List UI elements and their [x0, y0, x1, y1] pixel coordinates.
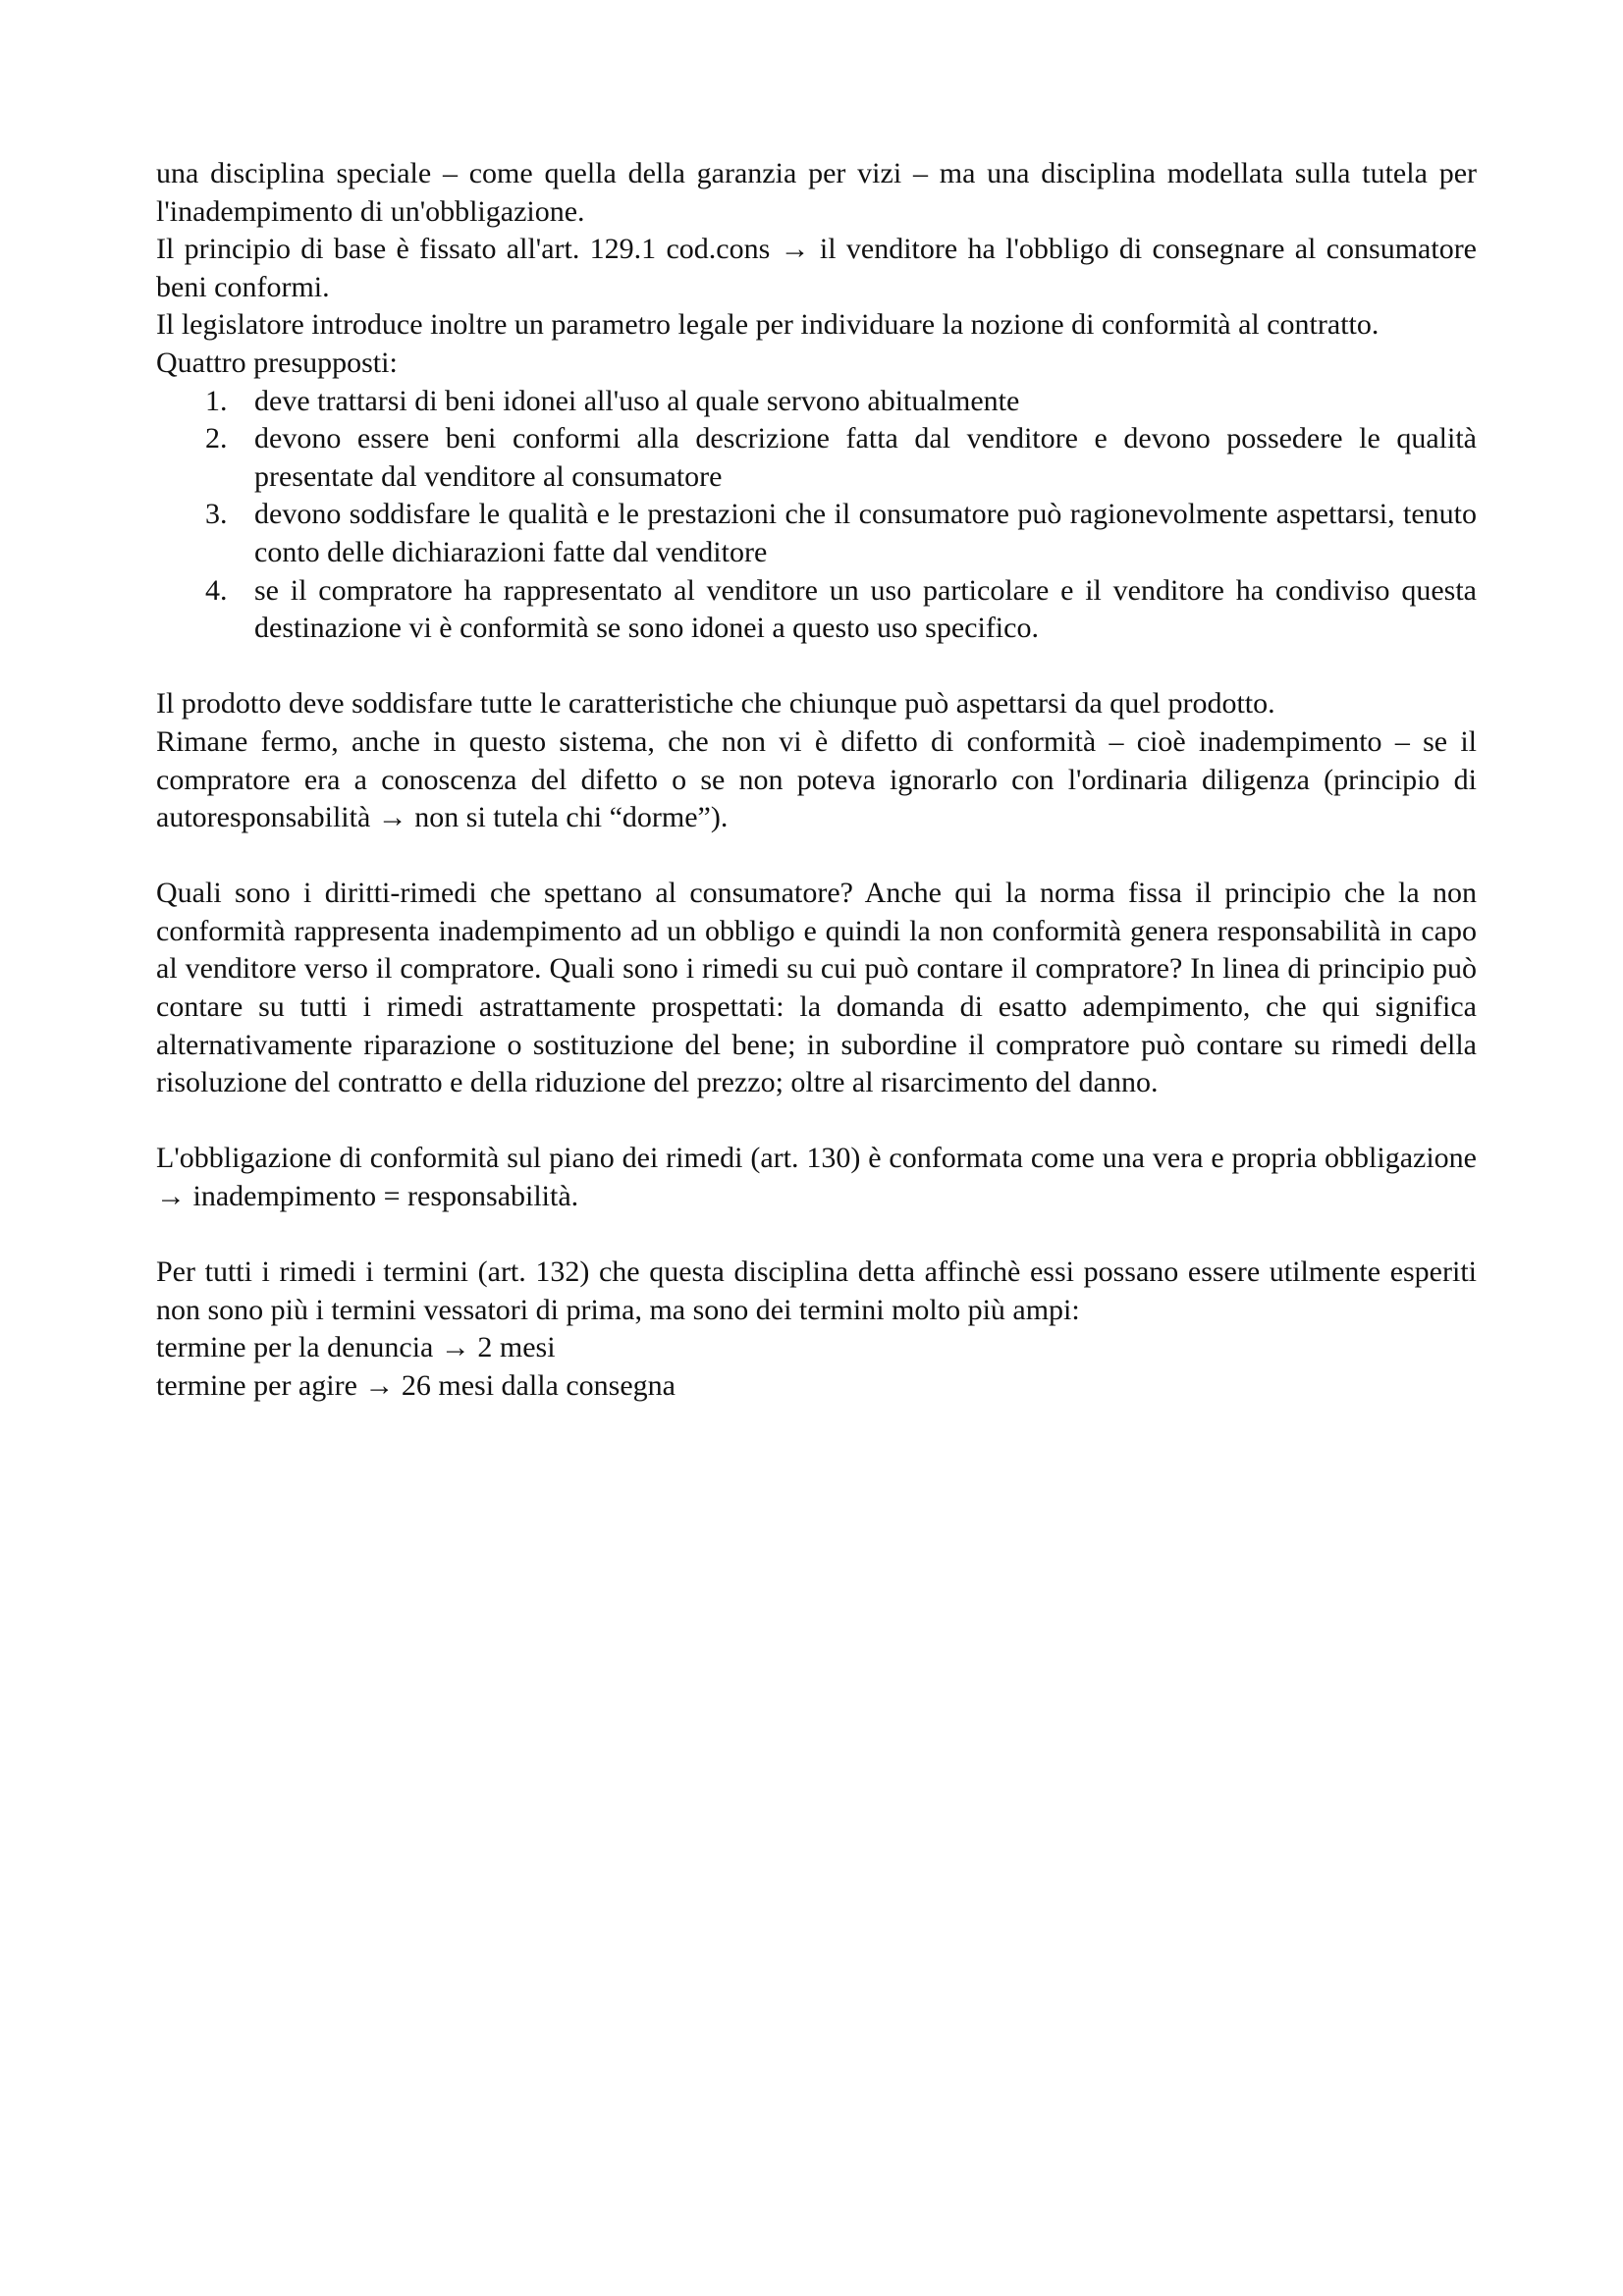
list-item: [156, 496, 1477, 571]
requirements-list: [156, 383, 1477, 648]
obligation-paragraph: L'obbligazione di conformità sul piano dei rimedi (art. 130) è conformata come una vera e propria obbligazione → inadempimento = responsabilità.: [156, 1142, 1477, 1213]
principle-paragraph: Il principio di base è fissato all'art. 129.1 cod.cons → il venditore ha l'obbligo di consegnare al consumatore beni conformi.: [156, 233, 1477, 303]
terms-paragraph: Per tutti i rimedi i termini (art. 132) che questa disciplina detta affinchè essi possano essere utilmente esperiti non sono più i termini vessatori di prima, ma sono dei termini molto più ampi:: [156, 1255, 1477, 1326]
paragraph-spacer: [156, 648, 1477, 686]
list-item-text: deve trattarsi di beni idonei all'uso al quale servono abitualmente: [254, 384, 1020, 417]
list-item-text: devono soddisfare le qualità e le prestazioni che il consumatore può ragionevolmente aspettarsi, tenuto conto delle dichiarazioni fatte dal venditore: [254, 498, 1477, 568]
paragraph-spacer: [156, 1102, 1477, 1141]
list-item-number: 3.: [205, 498, 228, 531]
report-term-line: termine per la denuncia → 2 mesi: [156, 1331, 556, 1364]
document-body: [156, 155, 1477, 1406]
product-paragraph: Il prodotto deve soddisfare tutte le caratteristiche che chiunque può aspettarsi da quel prodotto.: [156, 687, 1275, 721]
list-item-text: devono essere beni conformi alla descrizione fatta dal venditore e devono possedere le qualità presentate dal venditore al consumatore: [254, 422, 1477, 493]
remedies-paragraph: Quali sono i diritti-rimedi che spettano al consumatore? Anche qui la norma fissa il principio che la non conformità rappresenta inadempimento ad un obbligo e quindi la non conformità genera responsabilità in capo al venditore verso il compratore. Quali sono i rimedi su cui può contare il compratore? In linea di principio può contare su tutti i rimedi astrattamente prospettati: la domanda di esatto adempimento, che qui significa alternativamente riparazione o sostituzione del bene; in subordine il compratore può contare su rimedi della risoluzione del contratto e della riduzione del prezzo; oltre al risarcimento del danno.: [156, 877, 1477, 1099]
list-item: [156, 383, 1477, 421]
action-term-line: termine per agire → 26 mesi dalla consegna: [156, 1369, 676, 1402]
list-item-text: se il compratore ha rappresentato al venditore un uso particolare e il venditore ha condiviso questa destinazione vi è conformità se sono idonei a questo uso specifico.: [254, 573, 1477, 645]
list-item-number: 2.: [205, 422, 228, 455]
list-item: [156, 572, 1477, 648]
self-responsibility-paragraph: Rimane fermo, anche in questo sistema, che non vi è difetto di conformità – cioè inadempimento – se il compratore era a conoscenza del difetto o se non poteva ignorarlo con l'ordinaria diligenza (principio di autoresponsabilità → non si tutela chi “dorme”).: [156, 724, 1477, 834]
paragraph-spacer: [156, 837, 1477, 876]
requirements-heading: Quattro presupposti:: [156, 346, 398, 379]
list-item: [156, 420, 1477, 496]
list-item-number: 4.: [205, 573, 228, 607]
paragraph-spacer: [156, 1216, 1477, 1255]
intro-paragraph: una disciplina speciale – come quella della garanzia per vizi – ma una disciplina modellata sulla tutela per l'inadempimento di un'obbligazione.: [156, 157, 1477, 228]
list-item-number: 1.: [205, 384, 228, 417]
legislator-paragraph: Il legislatore introduce inoltre un parametro legale per individuare la nozione di conformità al contratto.: [156, 308, 1380, 342]
